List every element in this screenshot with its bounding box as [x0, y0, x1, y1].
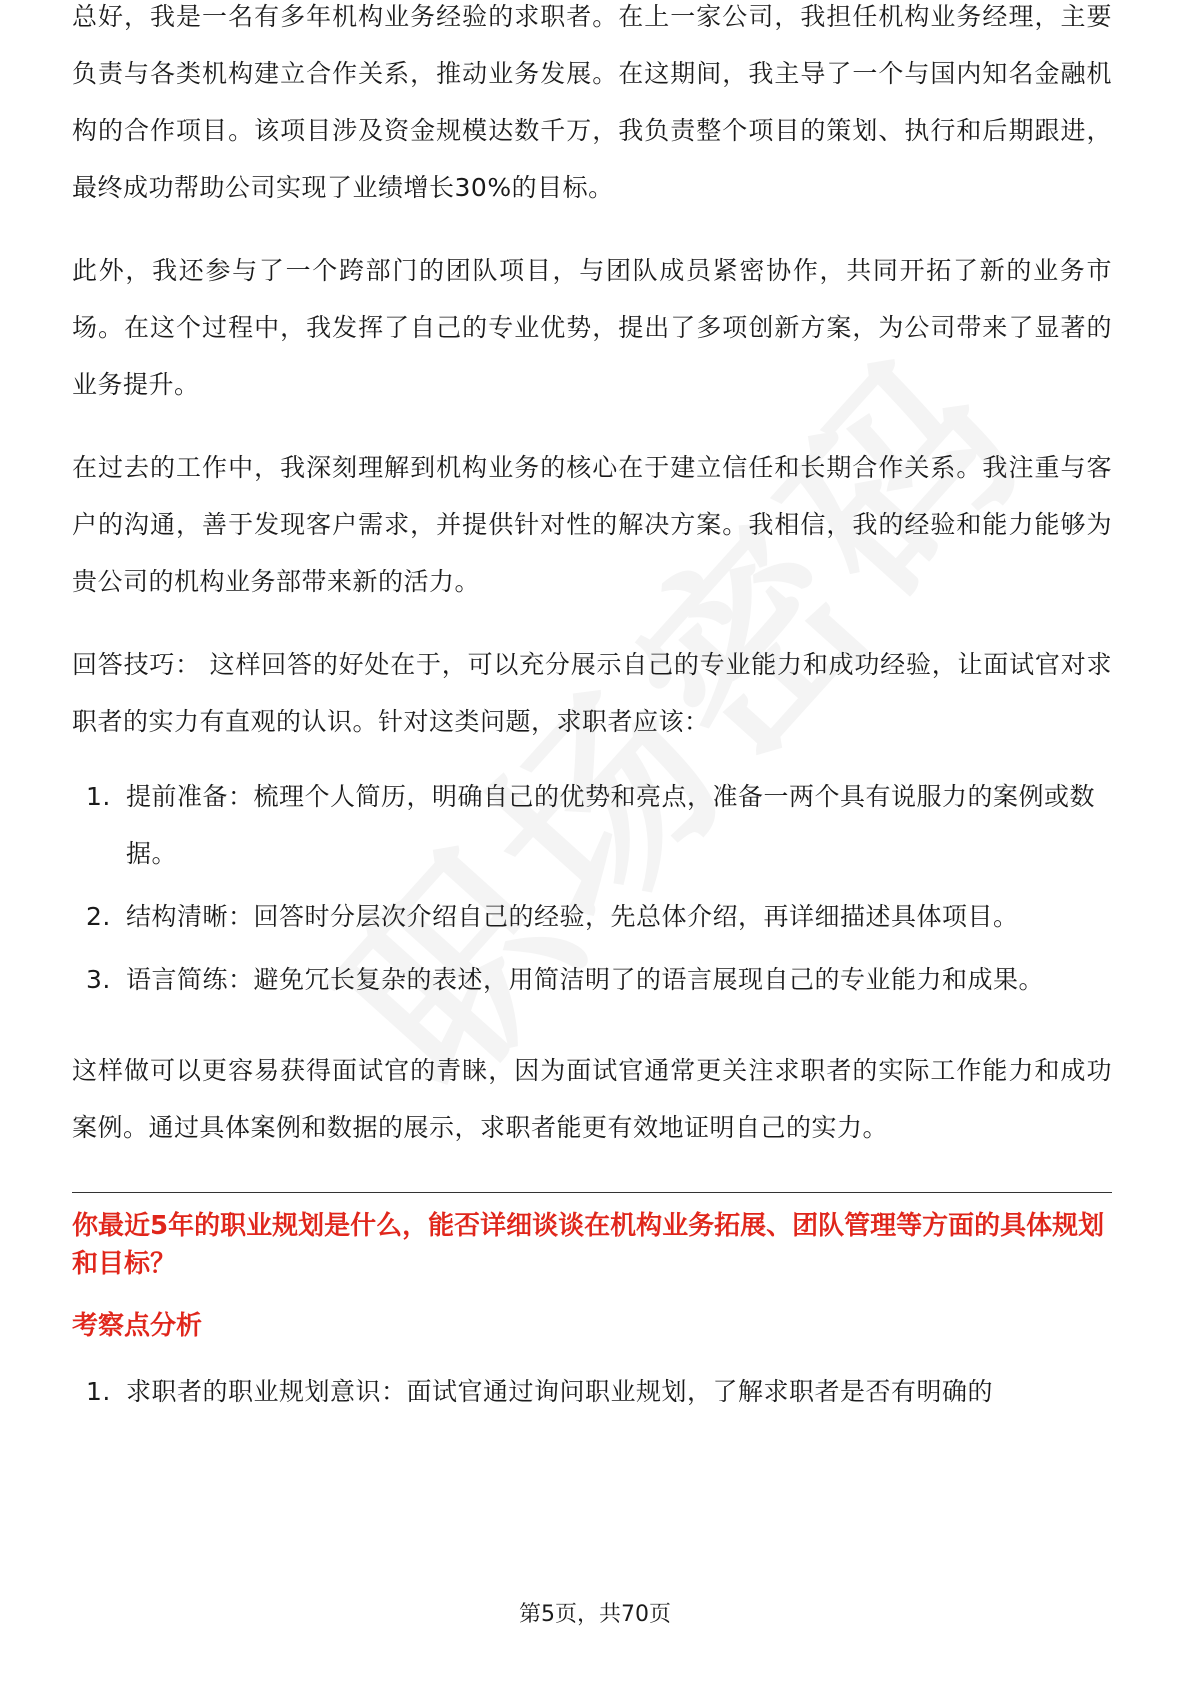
list-text: 结构清晰：回答时分层次介绍自己的经验，先总体介绍，再详细描述具体项目。 [126, 902, 1019, 931]
list-text: 提前准备：梳理个人简历，明确自己的优势和亮点，准备一两个具有说服力的案例或数据。 [126, 782, 1096, 868]
question-heading: 你最近5年的职业规划是什么，能否详细谈谈在机构业务拓展、团队管理等方面的具体规划和目标？ [72, 1211, 1105, 1279]
list-item [72, 951, 1112, 1008]
analysis-list [72, 1363, 1112, 1420]
document-page [72, 0, 1112, 1420]
section-divider [72, 1192, 1112, 1193]
list-number: 3. [86, 965, 111, 994]
paragraph-answer-tips: 回答技巧： 这样回答的好处在于，可以充分展示自己的专业能力和成功经验，让面试官对求职者的实力有直观的认识。针对这类问题，求职者应该： [72, 650, 1112, 736]
list-number: 2. [86, 902, 111, 931]
list-text: 求职者的职业规划意识：面试官通过询问职业规划，了解求职者是否有明确的 [126, 1377, 994, 1406]
list-item [72, 888, 1112, 945]
page-footer: 第5页，共70页 [519, 1602, 671, 1627]
tips-list [72, 768, 1112, 1008]
list-item [72, 768, 1112, 882]
paragraph-closing: 这样做可以更容易获得面试官的青睐，因为面试官通常更关注求职者的实际工作能力和成功案例。通过具体案例和数据的展示，求职者能更有效地证明自己的实力。 [72, 1056, 1112, 1142]
list-text: 语言简练：避免冗长复杂的表述，用简洁明了的语言展现自己的专业能力和成果。 [126, 965, 1045, 994]
list-number: 1. [86, 782, 111, 811]
list-number: 1. [86, 1377, 111, 1406]
paragraph-insight: 在过去的工作中，我深刻理解到机构业务的核心在于建立信任和长期合作关系。我注重与客户的沟通，善于发现客户需求，并提供针对性的解决方案。我相信，我的经验和能力能够为贵公司的机构业务部带来新的活力。 [72, 453, 1112, 596]
paragraph-experience: 总好，我是一名有多年机构业务经验的求职者。在上一家公司，我担任机构业务经理，主要负责与各类机构建立合作关系，推动业务发展。在这期间，我主导了一个与国内知名金融机构的合作项目。该项目涉及资金规模达数千万，我负责整个项目的策划、执行和后期跟进，最终成功帮助公司实现了业绩增长30%的目标。 [72, 2, 1112, 202]
section-title: 考察点分析 [72, 1311, 203, 1341]
paragraph-team-project: 此外，我还参与了一个跨部门的团队项目，与团队成员紧密协作，共同开拓了新的业务市场。在这个过程中，我发挥了自己的专业优势，提出了多项创新方案，为公司带来了显著的业务提升。 [72, 256, 1112, 399]
list-item [72, 1363, 1112, 1420]
